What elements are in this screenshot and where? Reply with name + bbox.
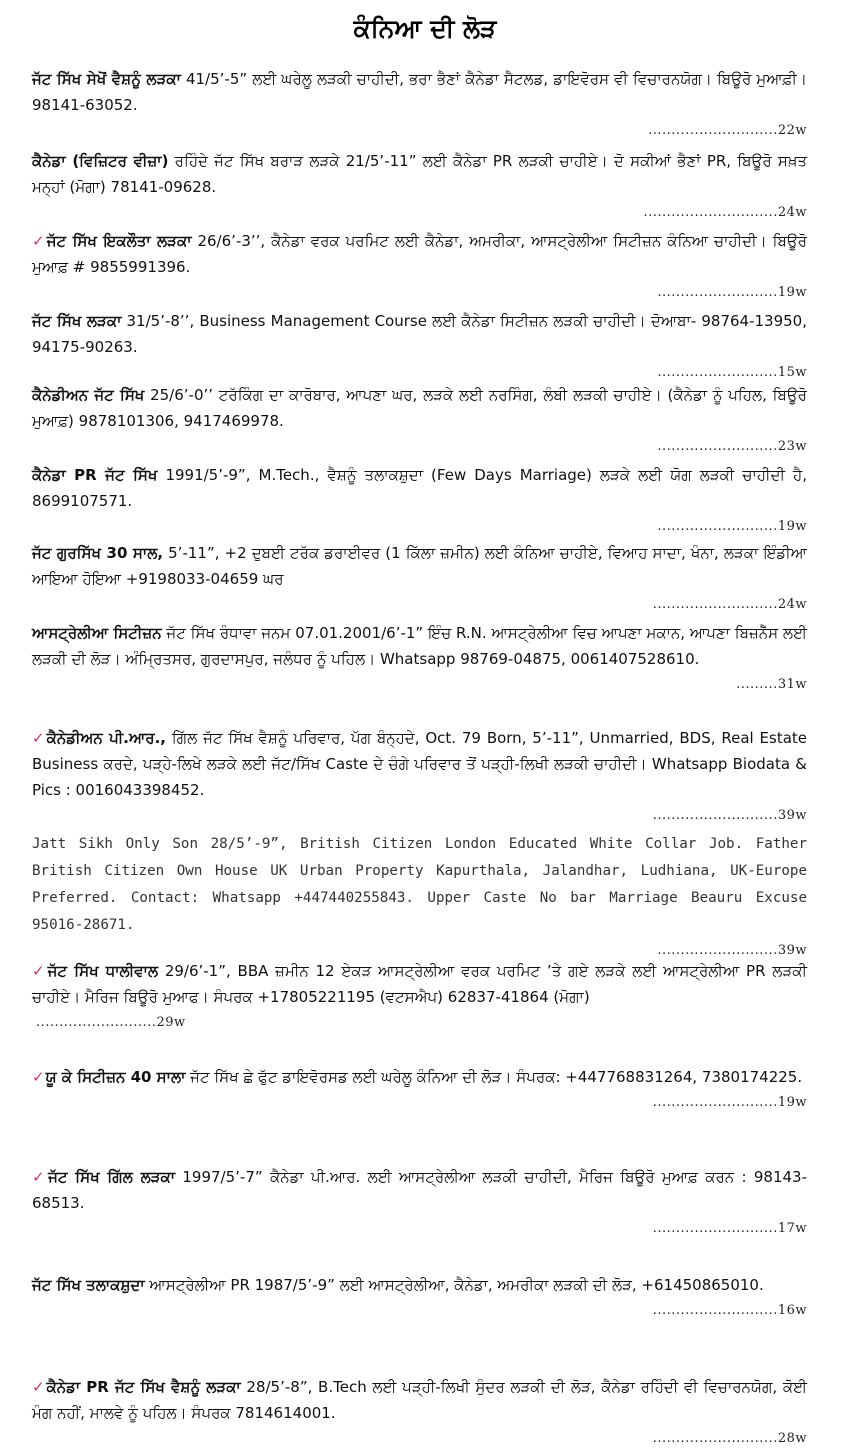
ad-word-count: ..........................15w (657, 365, 807, 380)
ad-headline: ਕੈਨੇਡੀਅਨ ਜੱਟ ਸਿੱਖ (32, 386, 145, 404)
classified-ad (32, 462, 807, 540)
page-title: ਕੰਨਿਆ ਦੀ ਲੋੜ (353, 14, 497, 43)
ad-headline: ਜੱਟ ਸਿੱਖ ਲੜਕਾ (32, 312, 122, 330)
classified-ad (32, 382, 807, 460)
classified-ad (32, 1064, 807, 1116)
checkmark-icon: ✓ (32, 962, 47, 980)
classified-ad (32, 148, 807, 226)
ad-word-count: ..........................29w (36, 1015, 186, 1030)
ad-word-count: ...........................39w (652, 808, 807, 823)
classified-ad (32, 830, 807, 964)
ad-text: 1991/5’-9”, M.Tech., ਵੈਸ਼ਨੂੰ ਤਲਾਕਸ਼ੁਦਾ (Few Days Marriage) ਲੜਕੇ ਲਈ ਯੋਗ ਲੜਕੀ ਚਾਹੀਦੀ ਹੈ, 8699107571. (32, 466, 807, 510)
ad-text: ਰਹਿੰਦੇ ਜੱਟ ਸਿੱਖ ਬਰਾੜ ਲੜਕੇ 21/5’-11” ਲਈ ਕੈਨੇਡਾ PR ਲੜਕੀ ਚਾਹੀਏ। ਦੋ ਸਕੀਆਂ ਭੈਣਾਂ PR, ਬਿਊਰੋ ਸਖ਼ਤ ਮਨ੍ਹਾਂ (ਮੋਗਾ) 78141-09628. (32, 152, 807, 196)
ad-word-count: ...........................19w (652, 1095, 807, 1110)
classified-ad (32, 1374, 807, 1452)
classified-ad (32, 308, 807, 386)
ad-text: ਆਸਟ੍ਰੇਲੀਆ PR 1987/5’-9” ਲਈ ਆਸਟ੍ਰੇਲੀਆ, ਕੈਨੇਡਾ, ਅਮਰੀਕਾ ਲੜਕੀ ਦੀ ਲੋੜ, +61450865010. (144, 1276, 764, 1294)
ad-word-count: ..........................39w (657, 943, 807, 958)
ad-headline: ਜੱਟ ਗੁਰਸਿੱਖ 30 ਸਾਲ, (32, 544, 164, 562)
ad-word-count: ...........................24w (652, 597, 807, 612)
ad-headline: ਜੱਟ ਸਿੱਖ ਧਾਲੀਵਾਲ (47, 962, 159, 980)
checkmark-icon: ✓ (32, 1068, 45, 1086)
ad-text: 1997/5’-7” ਕੈਨੇਡਾ ਪੀ.ਆਰ. ਲਈ ਆਸਟ੍ਰੇਲੀਆ ਲੜਕੀ ਚਾਹੀਦੀ, ਮੈਰਿਜ ਬਿਊਰੋ ਮੁਆਫ਼ ਕਰਨ : 98143-68513. (32, 1168, 807, 1212)
ad-text: 5’-11”, +2 ਦੁਬਈ ਟਰੱਕ ਡਰਾਈਵਰ (1 ਕਿੱਲਾ ਜ਼ਮੀਨ) ਲਈ ਕੰਨਿਆ ਚਾਹੀਏ, ਵਿਆਹ ਸਾਦਾ, ਖੰਨਾ, ਲੜਕਾ ਇੰਡੀਆ ਆਇਆ ਹੋਇਆ +9198033-04659 ਘਰ (32, 544, 807, 588)
ad-word-count: ............................22w (648, 123, 807, 138)
ad-headline: ਕੈਨੇਡੀਅਨ ਪੀ.ਆਰ., (46, 729, 167, 747)
ad-text: 25/6’-0’’ ਟਰੱਕਿੰਗ ਦਾ ਕਾਰੋਬਾਰ, ਆਪਣਾ ਘਰ, ਲੜਕੇ ਲਈ ਨਰਸਿੰਗ, ਲੰਬੀ ਲੜਕੀ ਚਾਹੀਏ। (ਕੈਨੇਡਾ ਨੂੰ ਪਹਿਲ, ਬਿਊਰੋ ਮੁਆਫ਼) 9878101306, 9417469978. (32, 386, 807, 430)
classified-ad (32, 1272, 807, 1324)
ad-headline: ਜੱਟ ਸਿੱਖ ਇਕਲੌਤਾ ਲੜਕਾ (46, 232, 192, 250)
ad-word-count: ..........................19w (657, 285, 807, 300)
ad-text: 29/6’-1”, BBA ਜ਼ਮੀਨ 12 ਏਕੜ ਆਸਟ੍ਰੇਲੀਆ ਵਰਕ ਪਰਮਿਟ ’ਤੇ ਗਏ ਲੜਕੇ ਲਈ ਆਸਟ੍ਰੇਲੀਆ PR ਲੜਕੀ ਚਾਹੀਏ। ਮੈਰਿਜ ਬਿਊਰੋ ਮੁਆਫ। ਸੰਪਰਕ +17805221195 (ਵਟਸਐਪ) 62837-41864 (ਮੋਗਾ) (32, 962, 807, 1006)
ad-word-count: ...........................28w (652, 1431, 807, 1446)
ad-text: 41/5’-5” ਲਈ ਘਰੇਲੂ ਲੜਕੀ ਚਾਹੀਦੀ, ਭਰਾ ਭੈਣਾਂ ਕੈਨੇਡਾ ਸੈਟਲਡ, ਡਾਇਵੋਰਸ ਵੀ ਵਿਚਾਰਨਯੋਗ। ਬਿਊਰੋ ਮੁਆਫ਼ੀ। 98141-63052. (32, 70, 807, 114)
ad-text: 28/5’-8”, B.Tech ਲਈ ਪੜ੍ਹੀ-ਲਿਖੀ ਸੁੰਦਰ ਲੜਕੀ ਦੀ ਲੋੜ, ਕੈਨੇਡਾ ਰਹਿੰਦੀ ਵੀ ਵਿਚਾਰਨਯੋਗ, ਕੋਈ ਮੰਗ ਨਹੀਂ, ਮਾਲਵੇ ਨੂੰ ਪਹਿਲ। ਸੰਪਰਕ 7814614001. (32, 1378, 807, 1422)
ad-word-count: ...........................17w (652, 1221, 807, 1236)
ad-word-count: ..........................19w (657, 519, 807, 534)
ad-headline: ਕੈਨੇਡਾ (ਵਿਜ਼ਿਟਰ ਵੀਜ਼ਾ) (32, 152, 169, 170)
checkmark-icon: ✓ (32, 1378, 46, 1396)
ad-headline: ਆਸਟ੍ਰੇਲੀਆ ਸਿਟੀਜ਼ਨ (32, 624, 162, 642)
classified-ad (32, 228, 807, 306)
ad-word-count: .............................24w (643, 205, 807, 220)
ad-headline: ਜੱਟ ਸਿੱਖ ਸੇਖੋਂ ਵੈਸ਼ਨੂੰ ਲੜਕਾ (32, 70, 181, 88)
ad-word-count: .........31w (736, 677, 807, 692)
ad-headline: ਜੱਟ ਸਿੱਖ ਤਲਾਕਸ਼ੁਦਾ (32, 1276, 145, 1294)
ad-text: 31/5’-8’’, Business Management Course ਲਈ ਕੈਨੇਡਾ ਸਿਟੀਜ਼ਨ ਲੜਕੀ ਚਾਹੀਦੀ। ਦੋਆਬਾ- 98764-13950, 94175-90263. (32, 312, 807, 356)
ad-headline: ਕੈਨੇਡਾ PR ਜੱਟ ਸਿੱਖ ਵੈਸ਼ਨੂੰ ਲੜਕਾ (46, 1378, 241, 1396)
ad-headline: ਕੈਨੇਡਾ PR ਜੱਟ ਸਿੱਖ (32, 466, 158, 484)
ad-text: ਜੱਟ ਸਿੱਖ ਰੰਧਾਵਾ ਜਨਮ 07.01.2001/6’-1” ਇੰਚ R.N. ਆਸਟ੍ਰੇਲੀਆ ਵਿਚ ਆਪਣਾ ਮਕਾਨ, ਆਪਣਾ ਬਿਜ਼ਨੈੱਸ ਲਈ ਲੜਕੀ ਦੀ ਲੋੜ। ਅੰਮ੍ਰਿਤਸਰ, ਗੁਰਦਾਸਪੁਰ, ਜਲੰਧਰ ਨੂੰ ਪਹਿਲ। Whatsapp 98769-04875, 0061407528610. (32, 624, 807, 668)
checkmark-icon: ✓ (32, 232, 46, 250)
ad-text: Jatt Sikh Only Son 28/5’-9”, British Citizen London Educated White Collar Job. Father British Citizen Own House UK Urban Property Kapurthala, Jalandhar, Ludhiana, UK-Europe Preferred. Contact: Whatsapp +447440255843. Upper Caste No bar Marriage Beauru Excuse 95016-28671. (32, 836, 807, 933)
classified-ad (32, 725, 807, 829)
classified-ad (32, 958, 807, 1036)
classified-ad (32, 66, 807, 144)
classified-ad (32, 540, 807, 618)
ad-headline: ਜੱਟ ਸਿੱਖ ਗਿੱਲ ਲੜਕਾ (48, 1168, 176, 1186)
ad-word-count: ..........................23w (657, 439, 807, 454)
ad-text: ਗਿੱਲ ਜੱਟ ਸਿੱਖ ਵੈਸ਼ਨੂੰ ਪਰਿਵਾਰ, ਪੱਗ ਬੰਨ੍ਹਦੇ, Oct. 79 Born, 5’-11”, Unmarried, BDS, Real Estate Business ਕਰਦੇ, ਪੜ੍ਹੇ-ਲਿਖੇ ਲੜਕੇ ਲਈ ਜੱਟ/ਸਿੱਖ Caste ਦੇ ਚੰਗੇ ਪਰਿਵਾਰ ਤੋਂ ਪੜ੍ਹੀ-ਲਿਖੀ ਲੜਕੀ ਚਾਹੀਦੀ। Whatsapp Biodata & Pics : 0016043398452. (32, 729, 808, 799)
checkmark-icon: ✓ (32, 1168, 48, 1186)
ad-text: 26/6’-3’’, ਕੈਨੇਡਾ ਵਰਕ ਪਰਮਿਟ ਲਈ ਕੈਨੇਡਾ, ਅਮਰੀਕਾ, ਆਸਟ੍ਰੇਲੀਆ ਸਿਟੀਜ਼ਨ ਕੰਨਿਆ ਚਾਹੀਦੀ। ਬਿਊਰੋ ਮੁਆਫ਼ # 9855991396. (32, 232, 807, 276)
classified-ad (32, 1164, 807, 1242)
ad-word-count: ...........................16w (652, 1303, 807, 1318)
checkmark-icon: ✓ (32, 729, 46, 747)
classified-ad (32, 620, 807, 698)
ad-headline: ਯੂ ਕੇ ਸਿਟੀਜ਼ਨ 40 ਸਾਲਾ (45, 1068, 186, 1086)
ad-text: ਜੱਟ ਸਿੱਖ ਛੇ ਫੁੱਟ ਡਾਇਵੋਰਸਡ ਲਈ ਘਰੇਲੂ ਕੰਨਿਆ ਦੀ ਲੋੜ। ਸੰਪਰਕ: +447768831264, 7380174225. (185, 1068, 803, 1086)
